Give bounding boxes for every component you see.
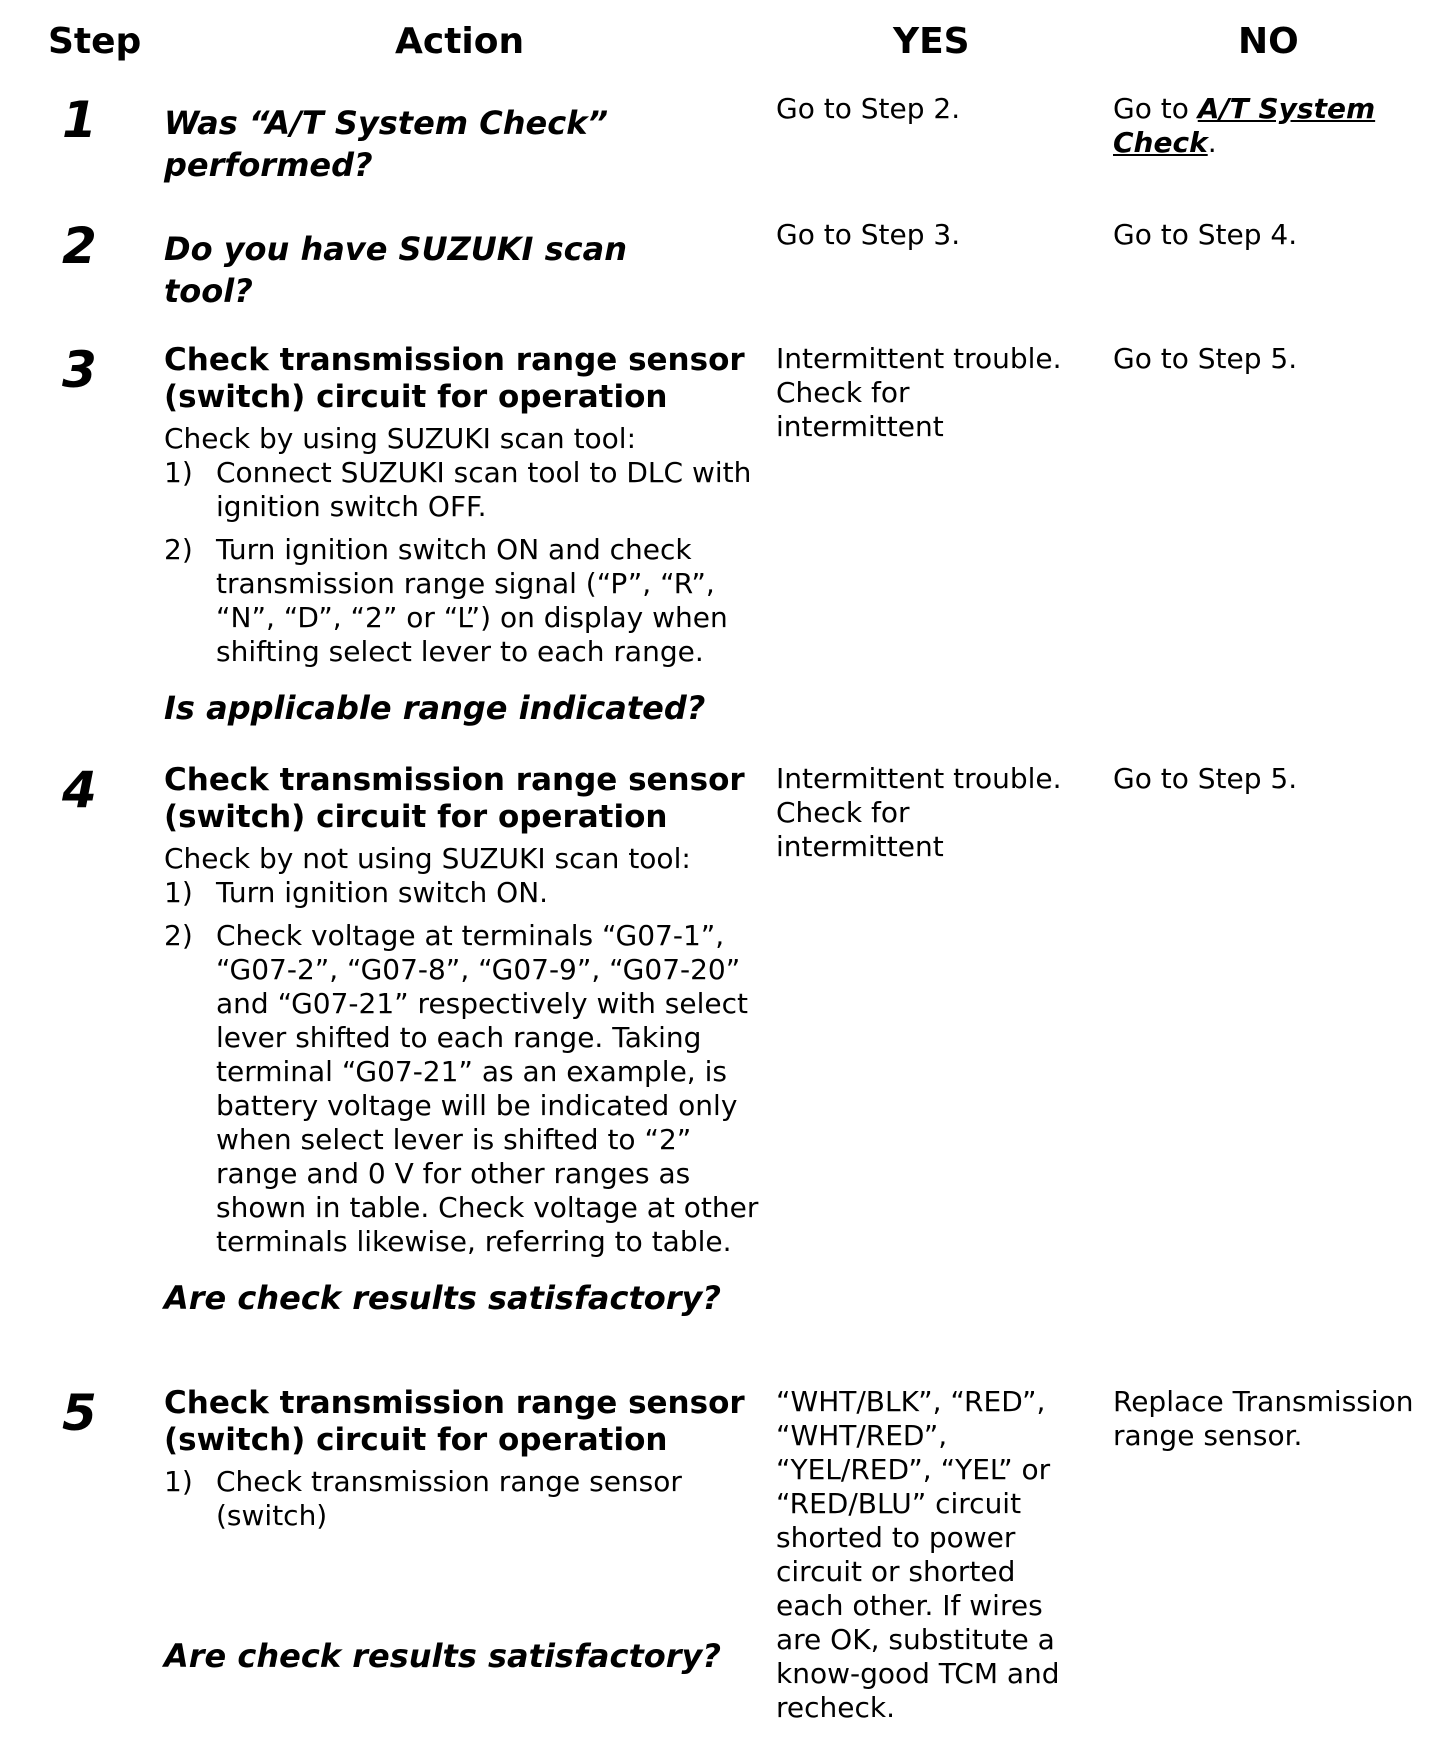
step-question: Are check results satisfactory? [164, 1637, 721, 1675]
step-number: 3 [62, 341, 97, 399]
step-lead: Check by using SUZUKI scan tool: [164, 422, 637, 455]
step-lead: Check by not using SUZUKI scan tool: [164, 842, 691, 875]
step-title: Check transmission range sensor (switch) circuit for operation [164, 762, 745, 835]
step-title: Check transmission range sensor (switch) circuit for operation [164, 1385, 745, 1458]
step-number: 2 [62, 217, 97, 275]
step-title: Check transmission range sensor (switch) circuit for operation [164, 342, 745, 415]
step-question: Is applicable range indicated? [164, 689, 706, 727]
yes-cell: Go to Step 2. [776, 92, 961, 125]
instruction-list [164, 456, 764, 669]
step-number: 5 [62, 1384, 97, 1442]
list-item [164, 533, 764, 669]
action-cell [164, 102, 764, 186]
step-question: Are check results satisfactory? [164, 1279, 721, 1317]
no-cell: Go to Step 5. [1113, 762, 1298, 795]
yes-cell: Go to Step 3. [776, 218, 961, 251]
no-prefix: Go to [1113, 92, 1198, 125]
list-number: 2) [164, 533, 193, 566]
at-system-check-link[interactable]: A/T System Check [1113, 92, 1376, 159]
header-no: NO [1238, 21, 1299, 62]
list-text: Turn ignition switch ON and check transmission range signal (“P”, “R”, “N”, “D”, “2” or “L”) on display when shifting select lever to each range. [216, 533, 728, 668]
step-number: 4 [62, 761, 97, 819]
list-item [164, 919, 764, 1259]
step-number: 1 [62, 91, 97, 149]
list-text: Check transmission range sensor (switch) [216, 1465, 682, 1532]
list-item [164, 876, 764, 910]
header-yes: YES [893, 21, 970, 62]
instruction-list [164, 876, 764, 1259]
list-number: 1) [164, 1465, 193, 1498]
no-suffix: . [1207, 126, 1217, 159]
list-item [164, 1465, 764, 1533]
step-question: Do you have SUZUKI scan tool? [164, 230, 627, 310]
step-question: Was “A/T System Check” performed? [164, 104, 609, 184]
list-text: Check voltage at terminals “G07-1”, “G07-2”, “G07-8”, “G07-9”, “G07-20” and “G07-21” respectively with select lever shifted to each range. Taking terminal “G07-21” as an example, is battery voltage will be indicated only when select lever is shifted to “2” range and 0 V for other ranges as shown in table. Check voltage at other terminals likewise, referring to table. [216, 919, 759, 1258]
list-number: 1) [164, 876, 193, 909]
no-cell: Replace Transmission range sensor. [1113, 1385, 1414, 1452]
list-text: Connect SUZUKI scan tool to DLC with ignition switch OFF. [216, 456, 752, 523]
yes-cell: “WHT/BLK”, “RED”, “WHT/RED”, “YEL/RED”, “YEL” or “RED/BLU” circuit shorted to power circuit or shorted each other. If wires are OK, substitute a know-good TCM and recheck. [776, 1385, 1060, 1724]
no-cell [1113, 92, 1453, 160]
action-cell [164, 342, 764, 729]
action-cell [164, 762, 764, 1319]
instruction-list [164, 1465, 764, 1533]
no-cell: Go to Step 5. [1113, 342, 1298, 375]
action-cell [164, 1385, 764, 1677]
list-number: 2) [164, 919, 193, 952]
header-action: Action [395, 21, 525, 62]
list-item [164, 456, 764, 524]
list-number: 1) [164, 456, 193, 489]
yes-cell: Intermittent trouble. Check for intermittent [776, 762, 1062, 863]
list-text: Turn ignition switch ON. [216, 876, 549, 909]
action-cell [164, 228, 764, 312]
yes-cell: Intermittent trouble. Check for intermittent [776, 342, 1062, 443]
no-cell: Go to Step 4. [1113, 218, 1298, 251]
header-step: Step [48, 21, 142, 62]
